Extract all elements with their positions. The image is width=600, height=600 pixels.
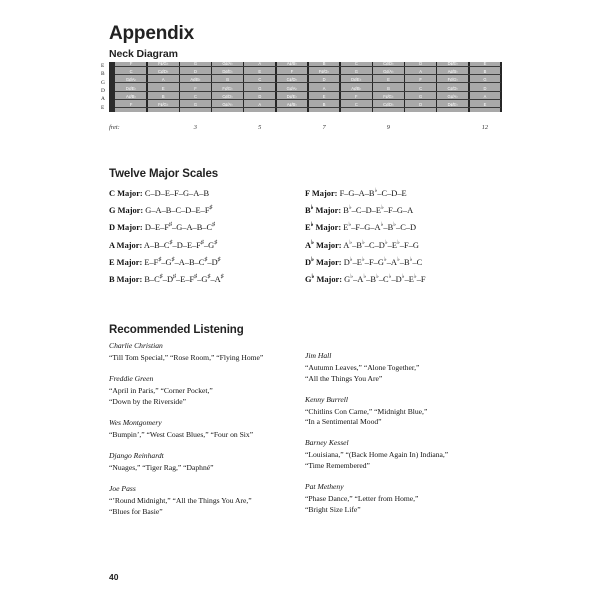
fret-note-s0-f12: E [483, 60, 487, 66]
fret-note-s1-f9: G♯/A♭ [383, 68, 394, 74]
fretwire-7 [339, 62, 341, 112]
fret-note-s4-f12: A [483, 93, 487, 99]
fret-note-s4-f6: D♯/E♭ [286, 93, 298, 99]
scale-notes: B–C♯–D♯–E–F♯–G♯–A♯ [144, 274, 224, 285]
string-label-0: E [101, 63, 105, 69]
scale-name: F Major: [305, 189, 338, 198]
track-line: “Down by the Riverside” [109, 396, 186, 406]
fret-note-s4-f3: C [193, 93, 197, 99]
fret-note-s0-f3: G [193, 60, 197, 66]
fretwire-8 [372, 62, 374, 112]
track-line: “Time Remembered” [305, 460, 370, 470]
track-line: “Phase Dance,” “Letter from Home,” [305, 494, 419, 504]
nut [109, 62, 115, 112]
track-line: “Autumn Leaves,” “Alone Together,” [305, 363, 420, 372]
fret-note-s2-f5: C [258, 77, 262, 83]
neck-diagram [101, 60, 501, 112]
fret-note-s5-f9: C♯/D♭ [383, 102, 394, 108]
track-line: “Till Tom Special,” “Rose Room,” “Flying Home” [109, 353, 264, 362]
artist-block [109, 373, 299, 407]
fretwire-11 [468, 62, 470, 112]
track-line: “Bumpin’,” “West Coast Blues,” “Four on Six” [109, 429, 254, 439]
string-label-3: D [101, 87, 105, 94]
track-line: “All the Things You Are” [305, 373, 383, 383]
track-line: “Louisiana,” “(Back Home Again In) Indiana,” [305, 450, 449, 460]
scale-line [109, 202, 299, 219]
scale-line [305, 219, 495, 236]
scale-notes: E♭–F–G–A♭–B♭–C–D [343, 222, 417, 233]
scale-name: D Major: [109, 223, 143, 233]
fretwire-6 [307, 62, 309, 112]
fret-note-s2-f7: D [322, 77, 326, 83]
fret-note-s0-f2: F♯/G♭ [158, 60, 169, 66]
scale-name: C Major: [109, 189, 143, 198]
scales-column-right [305, 185, 495, 288]
artist-block [109, 450, 299, 474]
fret-note-s1-f1: C [129, 68, 133, 74]
listening-column-left [109, 340, 299, 527]
fretwire-10 [436, 62, 438, 112]
fret-note-s3-f1: D♯/E♭ [125, 85, 137, 91]
fret-note-s1-f5: E [258, 68, 262, 74]
string-label-1: B [101, 71, 105, 78]
fret-note-s1-f2: C♯/D♭ [157, 68, 169, 74]
fretwire-4 [243, 62, 245, 112]
track-line: “In a Sentimental Mood” [305, 417, 382, 427]
scale-name: G♭ Major: [305, 274, 343, 285]
fret-note-s0-f6: A♯/B♭ [286, 60, 297, 66]
fret-note-s1-f8: G [354, 68, 358, 74]
scales-heading: Twelve Major Scales [109, 168, 219, 180]
string-line-5 [115, 107, 501, 108]
fretboard [109, 62, 501, 112]
scale-line [305, 271, 495, 288]
fret-number-row [109, 124, 501, 136]
artist-block [305, 481, 495, 515]
track-list [109, 496, 299, 517]
scale-line [109, 271, 299, 288]
fret-note-s1-f7: F♯/G♭ [318, 68, 330, 74]
fret-number-7: 7 [322, 124, 326, 131]
artist-name: Barney Kessel [305, 438, 349, 448]
neck-diagram-heading: Neck Diagram [109, 48, 178, 60]
fret-note-s4-f4: C♯/D♭ [222, 93, 233, 99]
fret-note-s4-f9: F♯/G♭ [383, 93, 394, 99]
fret-note-s5-f6: A♯/B♭ [286, 102, 297, 108]
fret-note-s4-f1: A♯/B♭ [126, 93, 137, 99]
artist-block [305, 394, 495, 428]
artist-name: Joe Pass [109, 483, 136, 493]
scale-name: E♭ Major: [305, 222, 342, 233]
scale-notes: D♭–E♭–F–G♭–A♭–B♭–C [343, 257, 423, 267]
fret-note-s2-f2: A [161, 77, 165, 83]
fret-note-s4-f7: E [322, 93, 326, 99]
string-line-1 [115, 74, 501, 75]
scale-notes: A–B–C♯–D–E–F♯–G♯ [143, 239, 218, 250]
string-label-5: E [101, 104, 105, 111]
track-list [305, 407, 495, 428]
fretwire-3 [211, 62, 213, 112]
fret-note-s3-f12: D [483, 85, 487, 91]
fret-note-s3-f2: E [161, 85, 165, 91]
fret-note-s5-f10: D [419, 102, 423, 108]
fret-note-s0-f5: A [258, 60, 262, 66]
artist-block [109, 417, 299, 441]
artist-name: Charlie Christian [109, 341, 163, 350]
string-labels [101, 62, 109, 112]
scale-line [109, 254, 299, 271]
track-line: “Blues for Basie” [109, 506, 163, 516]
scale-line [305, 237, 495, 254]
fret-note-s0-f11: D♯/E♭ [447, 60, 458, 66]
fret-note-s2-f3: A♯/B♭ [190, 77, 201, 83]
scale-notes: E–F♯–G♯–A–B–C♯–D♯ [144, 257, 221, 267]
fret-note-s4-f10: G [419, 93, 423, 99]
scale-name: A Major: [109, 240, 143, 250]
scale-name: G Major: [109, 206, 144, 216]
fret-note-s1-f12: B [483, 68, 487, 74]
fret-note-s3-f7: A [322, 85, 326, 91]
listening-column-right [305, 340, 495, 525]
fret-note-s4-f8: F [355, 93, 358, 99]
fret-note-s0-f10: D [419, 60, 423, 66]
fret-note-s5-f3: G [193, 102, 197, 108]
artist-block [305, 437, 495, 471]
fret-note-s0-f7: B [322, 60, 326, 66]
track-line: “Nuages,” “Tiger Rag,” “Daphné” [109, 462, 214, 472]
artist-name: Pat Metheny [305, 482, 344, 492]
fret-note-s3-f3: F [194, 85, 197, 91]
string-line-2 [115, 82, 501, 83]
fretwire-1 [146, 62, 148, 112]
fret-note-s4-f11: G♯/A♭ [447, 93, 459, 99]
track-line: “April in Paris,” “Corner Pocket,” [109, 386, 213, 396]
fret-note-s4-f2: B [161, 93, 165, 99]
fret-note-s5-f5: A [258, 102, 262, 108]
fretwire-5 [275, 62, 277, 112]
fretwire-12 [500, 62, 502, 112]
fret-note-s2-f6: C♯/D♭ [286, 77, 298, 83]
fret-note-s3-f10: C [419, 85, 423, 91]
fret-note-s3-f5: G [258, 85, 262, 91]
fret-note-s0-f9: C♯/D♭ [383, 60, 394, 66]
fret-note-s0-f1: F [129, 60, 133, 66]
fret-note-s0-f4: G♯/A♭ [222, 60, 233, 66]
fret-note-s2-f8: D♯/E♭ [351, 77, 362, 83]
track-list [109, 386, 299, 407]
scale-notes: B♭–C–D–E♭–F–G–A [343, 205, 414, 216]
fret-note-s2-f12: G [483, 77, 487, 83]
track-line: “Chitlins Con Carne,” “Midnight Blue,” [305, 406, 428, 416]
fret-note-s2-f11: F♯/G♭ [447, 77, 458, 83]
track-list [305, 494, 495, 515]
artist-name: Kenny Burrell [305, 394, 348, 404]
fret-note-s5-f2: F♯/G♭ [158, 102, 169, 108]
fret-note-s5-f7: B [322, 102, 326, 108]
string-line-0 [115, 66, 501, 67]
string-label-4: A [101, 96, 105, 103]
fret-note-s3-f6: G♯/A♭ [286, 85, 298, 91]
fret-note-s0-f8: C [354, 60, 358, 66]
page-number: 40 [109, 572, 119, 582]
fret-note-s2-f1: G♯/A♭ [125, 77, 137, 83]
scale-notes: C–D–E–F–G–A–B [144, 189, 210, 198]
fret-caption: fret: [109, 124, 120, 131]
fret-note-s5-f8: C [354, 102, 358, 108]
artist-block [109, 483, 299, 517]
string-label-2: G [101, 79, 105, 86]
fretwire-9 [404, 62, 406, 112]
scale-notes: A♭–B♭–C–D♭–E♭–F–G [343, 239, 419, 250]
fret-note-s3-f4: F♯/G♭ [222, 85, 233, 91]
artist-name: Wes Montgomery [109, 417, 162, 427]
fret-note-s5-f12: E [483, 102, 487, 108]
artist-name: Jim Hall [305, 351, 332, 360]
fret-note-s1-f4: D♯/E♭ [222, 68, 233, 74]
fret-number-9: 9 [386, 124, 391, 131]
fret-note-s2-f4: B [226, 77, 229, 83]
fret-note-s1-f3: D [193, 68, 197, 74]
scale-line [109, 219, 299, 236]
scale-notes: G–A–B–C–D–E–F♯ [145, 205, 213, 216]
scale-notes: G♭–A♭–B♭–C♭–D♭–E♭–F [344, 274, 426, 285]
artist-name: Freddie Green [109, 374, 154, 384]
scale-name: B Major: [109, 275, 143, 285]
page-title: Appendix [109, 23, 194, 44]
column-offset-spacer [305, 340, 495, 350]
fret-note-s1-f6: F [290, 68, 294, 74]
scale-name: E Major: [109, 257, 143, 267]
scale-line [109, 237, 299, 254]
track-list [305, 450, 495, 471]
string-line-3 [115, 91, 501, 92]
fret-note-s5-f1: F [129, 102, 133, 108]
track-list [109, 463, 299, 474]
artist-name: Django Reinhardt [109, 450, 164, 460]
artist-block [109, 340, 299, 364]
scale-line [305, 202, 495, 219]
string-line-4 [115, 99, 501, 100]
fret-note-s1-f10: A [419, 68, 422, 74]
listening-heading: Recommended Listening [109, 324, 244, 336]
scale-notes: F–G–A–B♭–C–D–E [339, 188, 407, 198]
scale-name: D♭ Major: [305, 257, 342, 267]
fret-note-s5-f11: D♯/E♭ [447, 102, 458, 108]
fret-note-s2-f10: F [419, 77, 422, 83]
scale-line [305, 254, 495, 271]
fret-note-s5-f4: G♯/A♭ [222, 102, 233, 108]
fret-number-12: 12 [481, 124, 489, 131]
fret-number-3: 3 [193, 124, 198, 131]
track-line: “’Round Midnight,” “All the Things You Are,” [109, 495, 252, 505]
fret-note-s3-f11: C♯/D♭ [447, 85, 459, 91]
scale-notes: D–E–F♯–G–A–B–C♯ [144, 222, 216, 233]
fretwire-2 [179, 62, 181, 112]
track-list [109, 430, 299, 441]
fret-note-s2-f9: E [387, 77, 390, 83]
scale-name: A♭ Major: [305, 239, 342, 250]
scale-line [109, 185, 299, 202]
fret-note-s1-f11: A♯/B♭ [447, 68, 458, 74]
fret-number-5: 5 [258, 124, 262, 131]
scale-line [305, 185, 495, 202]
scale-name: B♭ Major: [305, 205, 342, 216]
track-list [109, 353, 299, 364]
track-line: “Bright Size Life” [305, 504, 361, 514]
track-list [305, 363, 495, 384]
scales-column-left [109, 185, 299, 288]
fret-note-s3-f9: B [387, 85, 390, 91]
fret-note-s3-f8: A♯/B♭ [351, 85, 362, 91]
artist-block [305, 350, 495, 384]
fret-note-s4-f5: D [258, 93, 262, 99]
